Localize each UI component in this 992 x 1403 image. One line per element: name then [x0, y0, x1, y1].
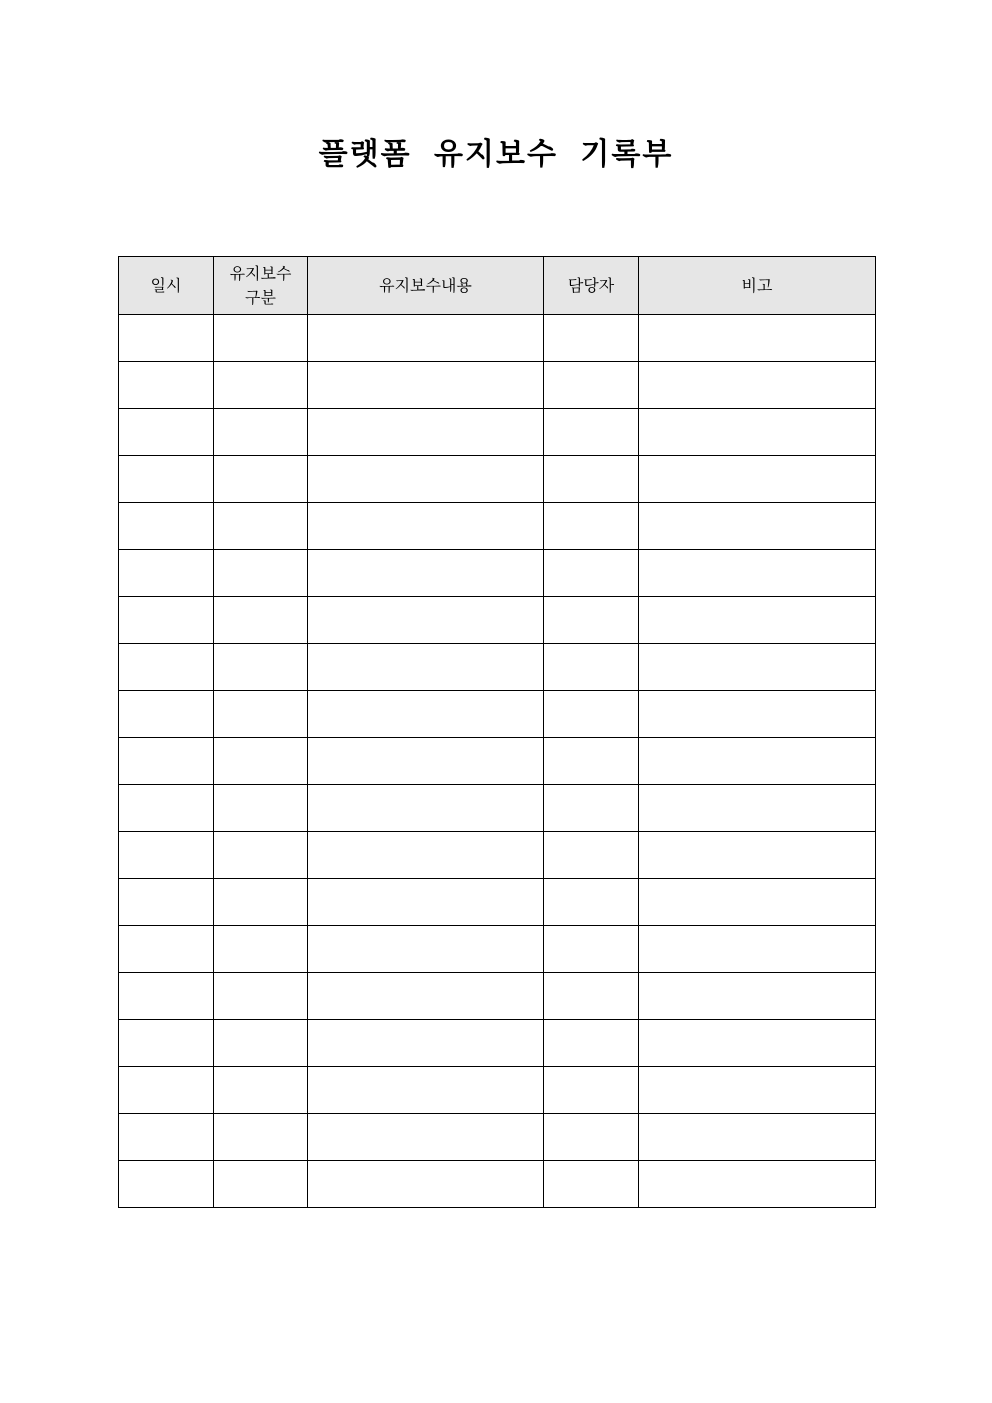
cell-manager[interactable] [544, 456, 639, 503]
cell-category[interactable] [214, 1161, 308, 1208]
cell-date[interactable] [119, 644, 214, 691]
cell-content[interactable] [308, 738, 544, 785]
document-title: 플랫폼 유지보수 기록부 [318, 137, 674, 172]
cell-date[interactable] [119, 409, 214, 456]
cell-category[interactable] [214, 879, 308, 926]
cell-remarks[interactable] [639, 503, 876, 550]
table-row [119, 550, 876, 597]
cell-remarks[interactable] [639, 597, 876, 644]
cell-manager[interactable] [544, 738, 639, 785]
cell-manager[interactable] [544, 550, 639, 597]
cell-content[interactable] [308, 1067, 544, 1114]
header-category-line2: 구분 [245, 287, 276, 307]
cell-content[interactable] [308, 1114, 544, 1161]
cell-category[interactable] [214, 550, 308, 597]
table-row [119, 644, 876, 691]
cell-remarks[interactable] [639, 1020, 876, 1067]
cell-manager[interactable] [544, 597, 639, 644]
cell-content[interactable] [308, 785, 544, 832]
cell-content[interactable] [308, 644, 544, 691]
cell-remarks[interactable] [639, 738, 876, 785]
cell-category[interactable] [214, 785, 308, 832]
cell-manager[interactable] [544, 879, 639, 926]
cell-manager[interactable] [544, 362, 639, 409]
cell-content[interactable] [308, 691, 544, 738]
cell-remarks[interactable] [639, 785, 876, 832]
table-header-row [119, 257, 876, 315]
cell-remarks[interactable] [639, 362, 876, 409]
table-row [119, 1114, 876, 1161]
cell-category[interactable] [214, 926, 308, 973]
cell-date[interactable] [119, 879, 214, 926]
cell-date[interactable] [119, 1020, 214, 1067]
cell-content[interactable] [308, 409, 544, 456]
cell-category[interactable] [214, 1020, 308, 1067]
header-manager: 담당자 [544, 257, 639, 315]
cell-manager[interactable] [544, 1067, 639, 1114]
maintenance-log-table [118, 256, 876, 1208]
header-content: 유지보수내용 [308, 257, 544, 315]
cell-category[interactable] [214, 738, 308, 785]
cell-category[interactable] [214, 409, 308, 456]
table-row [119, 1067, 876, 1114]
table-row [119, 691, 876, 738]
cell-content[interactable] [308, 879, 544, 926]
cell-category[interactable] [214, 456, 308, 503]
cell-manager[interactable] [544, 691, 639, 738]
header-date: 일시 [119, 257, 214, 315]
cell-content[interactable] [308, 973, 544, 1020]
cell-remarks[interactable] [639, 1067, 876, 1114]
cell-category[interactable] [214, 644, 308, 691]
cell-content[interactable] [308, 1020, 544, 1067]
table-row [119, 1161, 876, 1208]
header-category [214, 257, 308, 315]
cell-remarks[interactable] [639, 315, 876, 362]
table-row [119, 785, 876, 832]
table-row [119, 315, 876, 362]
cell-category[interactable] [214, 362, 308, 409]
table-row [119, 738, 876, 785]
cell-remarks[interactable] [639, 691, 876, 738]
cell-date[interactable] [119, 926, 214, 973]
table-body [119, 315, 876, 1208]
cell-content[interactable] [308, 597, 544, 644]
cell-date[interactable] [119, 362, 214, 409]
cell-manager[interactable] [544, 315, 639, 362]
cell-category[interactable] [214, 691, 308, 738]
table-row [119, 362, 876, 409]
cell-content[interactable] [308, 926, 544, 973]
cell-date[interactable] [119, 832, 214, 879]
cell-manager[interactable] [544, 1114, 639, 1161]
cell-remarks[interactable] [639, 973, 876, 1020]
cell-category[interactable] [214, 597, 308, 644]
table-row [119, 503, 876, 550]
cell-manager[interactable] [544, 1161, 639, 1208]
table-row [119, 973, 876, 1020]
cell-manager[interactable] [544, 644, 639, 691]
table-row [119, 879, 876, 926]
cell-date[interactable] [119, 503, 214, 550]
cell-remarks[interactable] [639, 550, 876, 597]
cell-category[interactable] [214, 973, 308, 1020]
cell-remarks[interactable] [639, 644, 876, 691]
header-category-line1: 유지보수 [229, 263, 292, 283]
cell-category[interactable] [214, 1114, 308, 1161]
cell-category[interactable] [214, 1067, 308, 1114]
cell-category[interactable] [214, 503, 308, 550]
cell-content[interactable] [308, 1161, 544, 1208]
cell-date[interactable] [119, 315, 214, 362]
cell-content[interactable] [308, 362, 544, 409]
cell-manager[interactable] [544, 926, 639, 973]
cell-content[interactable] [308, 456, 544, 503]
cell-date[interactable] [119, 738, 214, 785]
table-row [119, 832, 876, 879]
cell-remarks[interactable] [639, 1161, 876, 1208]
cell-date[interactable] [119, 1067, 214, 1114]
cell-remarks[interactable] [639, 832, 876, 879]
cell-manager[interactable] [544, 1020, 639, 1067]
cell-remarks[interactable] [639, 409, 876, 456]
cell-remarks[interactable] [639, 1114, 876, 1161]
cell-content[interactable] [308, 832, 544, 879]
cell-manager[interactable] [544, 832, 639, 879]
cell-content[interactable] [308, 315, 544, 362]
cell-remarks[interactable] [639, 879, 876, 926]
cell-manager[interactable] [544, 503, 639, 550]
cell-manager[interactable] [544, 785, 639, 832]
cell-category[interactable] [214, 832, 308, 879]
table-row [119, 409, 876, 456]
table-row [119, 1020, 876, 1067]
cell-date[interactable] [119, 456, 214, 503]
cell-date[interactable] [119, 550, 214, 597]
cell-date[interactable] [119, 973, 214, 1020]
table-row [119, 456, 876, 503]
cell-date[interactable] [119, 1114, 214, 1161]
cell-content[interactable] [308, 503, 544, 550]
cell-remarks[interactable] [639, 456, 876, 503]
cell-manager[interactable] [544, 973, 639, 1020]
cell-category[interactable] [214, 315, 308, 362]
table-row [119, 597, 876, 644]
cell-date[interactable] [119, 597, 214, 644]
cell-date[interactable] [119, 785, 214, 832]
header-remarks: 비고 [639, 257, 876, 315]
cell-content[interactable] [308, 550, 544, 597]
table-row [119, 926, 876, 973]
cell-date[interactable] [119, 691, 214, 738]
cell-remarks[interactable] [639, 926, 876, 973]
cell-manager[interactable] [544, 409, 639, 456]
cell-date[interactable] [119, 1161, 214, 1208]
